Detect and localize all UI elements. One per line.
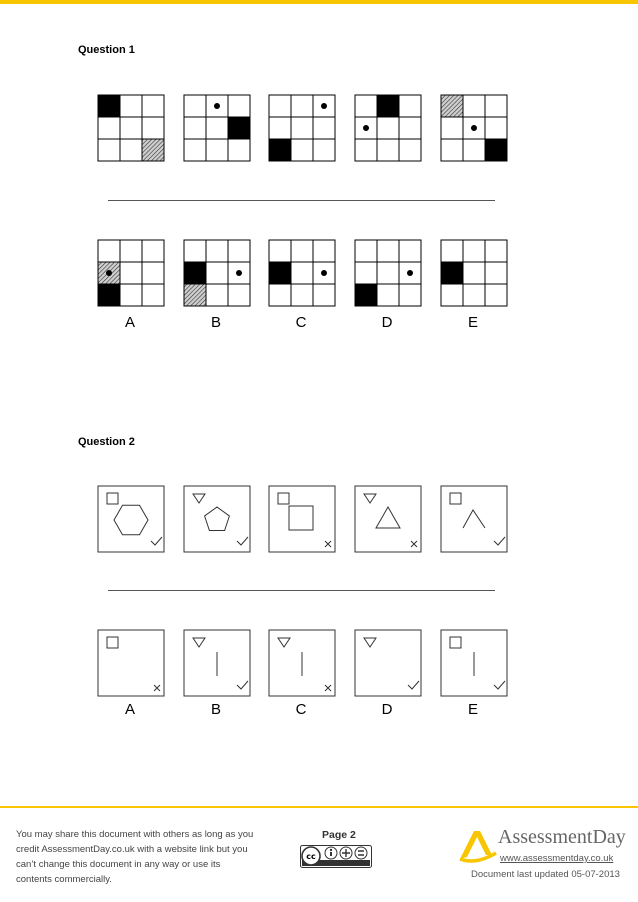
grid-cell	[399, 284, 421, 306]
grid-cell	[184, 284, 206, 306]
corner-square-icon	[107, 493, 118, 504]
cross-icon	[325, 685, 331, 691]
grid-cell	[355, 95, 377, 117]
q1-sequence-figure-2	[183, 94, 251, 162]
grid-dot	[321, 103, 327, 109]
q1-option-figure-a	[97, 239, 165, 307]
grid-cell	[120, 262, 142, 284]
grid-cell	[485, 117, 507, 139]
grid-cell	[441, 117, 463, 139]
last-updated: Document last updated 05-07-2013	[471, 869, 620, 880]
grid-cell	[463, 95, 485, 117]
grid-cell	[291, 95, 313, 117]
q1-option-label-c[interactable]: C	[295, 314, 307, 331]
question-2-divider	[108, 590, 495, 591]
grid-cell	[399, 95, 421, 117]
corner-square-icon	[278, 493, 289, 504]
grid-cell	[142, 240, 164, 262]
corner-triangle-icon	[193, 494, 205, 503]
brand-name: AssessmentDay	[498, 826, 626, 848]
grid-cell	[184, 240, 206, 262]
grid-cell	[313, 139, 335, 161]
grid-cell	[206, 284, 228, 306]
grid-cell	[485, 139, 507, 161]
q2-option-figure-a	[97, 629, 165, 697]
top-accent-bar	[0, 0, 638, 4]
grid-cell	[355, 262, 377, 284]
grid-cell	[485, 262, 507, 284]
grid-cell	[399, 117, 421, 139]
grid-cell	[98, 95, 120, 117]
q1-sequence-figure-4	[354, 94, 422, 162]
q2-sequence-figure-3	[268, 485, 336, 553]
grid-cell	[206, 139, 228, 161]
grid-cell	[269, 284, 291, 306]
grid-cell	[377, 139, 399, 161]
q2-option-label-b[interactable]: B	[210, 701, 221, 718]
grid-cell	[441, 262, 463, 284]
q1-sequence-figure-3	[268, 94, 336, 162]
corner-triangle-icon	[364, 638, 376, 647]
grid-cell	[142, 284, 164, 306]
grid-cell	[355, 284, 377, 306]
grid-cell	[120, 95, 142, 117]
q2-option-figure-d	[354, 629, 422, 697]
corner-triangle-icon	[193, 638, 205, 647]
tick-icon	[237, 681, 248, 689]
share-notice: You may share this document with others as long as you credit AssessmentDay.co.uk with a website link but you can’t change this document in any way or use its contents commercially.	[16, 829, 254, 885]
q2-sequence-figure-5	[440, 485, 508, 553]
grid-cell	[291, 139, 313, 161]
q2-option-label-e[interactable]: E	[467, 701, 478, 718]
grid-cell	[206, 117, 228, 139]
assessmentday-logo-icon	[456, 825, 498, 865]
grid-dot	[214, 103, 220, 109]
grid-cell	[463, 240, 485, 262]
creative-commons-badge-icon	[300, 845, 372, 868]
grid-cell	[269, 240, 291, 262]
grid-cell	[485, 240, 507, 262]
grid-cell	[291, 262, 313, 284]
grid-cell	[269, 262, 291, 284]
grid-cell	[269, 139, 291, 161]
question-2-title: Question 2	[78, 436, 135, 448]
grid-cell	[441, 95, 463, 117]
grid-cell	[355, 240, 377, 262]
grid-cell	[98, 284, 120, 306]
q1-option-label-d[interactable]: D	[381, 314, 393, 331]
grid-dot	[407, 270, 413, 276]
question-1-title: Question 1	[78, 44, 135, 56]
triangle-shape-icon	[376, 507, 400, 528]
q2-option-label-a[interactable]: A	[124, 701, 135, 718]
grid-cell	[120, 284, 142, 306]
corner-square-icon	[450, 493, 461, 504]
grid-cell	[291, 117, 313, 139]
pentagon-shape-icon	[205, 507, 230, 531]
square-shape-icon	[289, 506, 313, 530]
page-number: Page 2	[322, 829, 356, 841]
grid-cell	[206, 240, 228, 262]
q2-sequence-figure-2	[183, 485, 251, 553]
angle-shape-icon	[463, 510, 485, 528]
grid-cell	[485, 284, 507, 306]
tick-icon	[151, 537, 162, 545]
cross-icon	[325, 541, 331, 547]
q2-option-label-d[interactable]: D	[381, 701, 393, 718]
grid-cell	[463, 262, 485, 284]
q2-option-label-c[interactable]: C	[295, 701, 307, 718]
q1-option-label-a[interactable]: A	[124, 314, 135, 331]
grid-cell	[184, 95, 206, 117]
q1-option-figure-d	[354, 239, 422, 307]
grid-cell	[269, 95, 291, 117]
grid-cell	[377, 117, 399, 139]
q1-option-figure-b	[183, 239, 251, 307]
grid-dot	[236, 270, 242, 276]
grid-cell	[142, 117, 164, 139]
cross-icon	[154, 685, 160, 691]
grid-cell	[485, 95, 507, 117]
grid-cell	[463, 284, 485, 306]
grid-cell	[377, 240, 399, 262]
grid-cell	[98, 240, 120, 262]
tick-icon	[408, 681, 419, 689]
footer-divider	[0, 806, 638, 808]
grid-cell	[441, 240, 463, 262]
grid-cell	[206, 262, 228, 284]
grid-cell	[291, 240, 313, 262]
grid-cell	[377, 262, 399, 284]
grid-dot	[106, 270, 112, 276]
q1-option-label-b[interactable]: B	[210, 314, 221, 331]
q1-option-figure-e	[440, 239, 508, 307]
grid-cell	[98, 117, 120, 139]
grid-cell	[120, 240, 142, 262]
q1-option-figure-c	[268, 239, 336, 307]
grid-cell	[399, 240, 421, 262]
grid-cell	[184, 117, 206, 139]
grid-dot	[363, 125, 369, 131]
grid-cell	[228, 139, 250, 161]
grid-cell	[441, 284, 463, 306]
grid-cell	[120, 117, 142, 139]
grid-cell	[228, 284, 250, 306]
grid-cell	[142, 139, 164, 161]
corner-square-icon	[107, 637, 118, 648]
grid-dot	[321, 270, 327, 276]
grid-cell	[269, 117, 291, 139]
grid-cell	[313, 117, 335, 139]
tick-icon	[494, 681, 505, 689]
grid-cell	[377, 284, 399, 306]
grid-cell	[463, 139, 485, 161]
q1-sequence-figure-1	[97, 94, 165, 162]
grid-cell	[377, 95, 399, 117]
q2-sequence-figure-4	[354, 485, 422, 553]
q1-option-label-e[interactable]: E	[467, 314, 478, 331]
q2-option-figure-c	[268, 629, 336, 697]
grid-cell	[228, 240, 250, 262]
corner-square-icon	[450, 637, 461, 648]
grid-cell	[313, 284, 335, 306]
grid-cell	[142, 262, 164, 284]
q2-option-figure-e	[440, 629, 508, 697]
corner-triangle-icon	[278, 638, 290, 647]
grid-cell	[142, 95, 164, 117]
tick-icon	[494, 537, 505, 545]
svg-text:cc: cc	[306, 852, 316, 861]
corner-triangle-icon	[364, 494, 376, 503]
grid-cell	[355, 139, 377, 161]
grid-cell	[228, 95, 250, 117]
q2-option-figure-b	[183, 629, 251, 697]
grid-cell	[120, 139, 142, 161]
grid-cell	[399, 139, 421, 161]
grid-cell	[98, 139, 120, 161]
q2-sequence-figure-1	[97, 485, 165, 553]
grid-cell	[228, 117, 250, 139]
grid-cell	[441, 139, 463, 161]
grid-cell	[184, 139, 206, 161]
grid-cell	[313, 240, 335, 262]
website-link[interactable]: www.assessmentday.co.uk	[500, 853, 614, 864]
grid-cell	[291, 284, 313, 306]
hexagon-shape-icon	[114, 505, 148, 534]
tick-icon	[237, 537, 248, 545]
question-1-divider	[108, 200, 495, 201]
cross-icon	[411, 541, 417, 547]
q1-sequence-figure-5	[440, 94, 508, 162]
grid-dot	[471, 125, 477, 131]
grid-cell	[184, 262, 206, 284]
